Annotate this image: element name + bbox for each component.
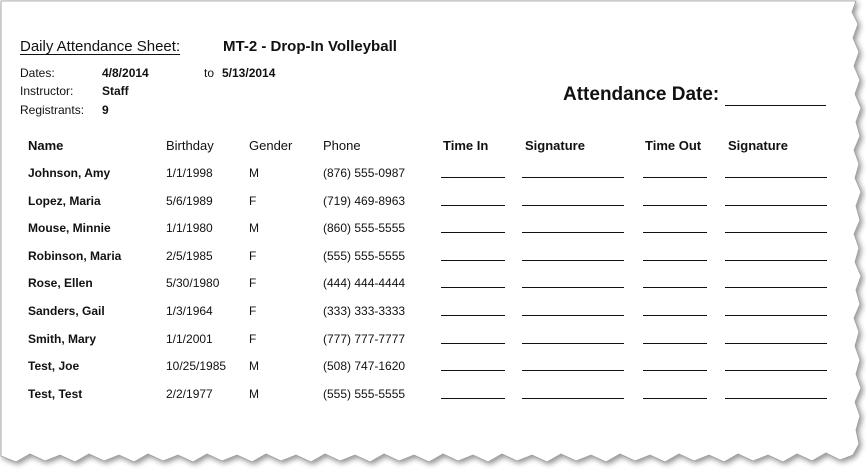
time-out-line <box>643 315 707 316</box>
member-phone: (555) 555-5555 <box>323 248 406 263</box>
member-gender: M <box>249 166 259 180</box>
member-birthday: 2/2/1977 <box>166 386 213 401</box>
col-time-out: Time Out <box>645 138 702 153</box>
member-gender: F <box>249 304 257 318</box>
member-name: Mouse, Minnie <box>28 221 111 236</box>
col-time-in: Time In <box>443 138 489 153</box>
table-row <box>0 249 866 271</box>
col-signature-out: Signature <box>728 138 788 153</box>
member-gender: M <box>249 386 259 401</box>
signature-in-line <box>522 205 624 206</box>
signature-out-line <box>725 260 827 261</box>
attendance-date-line <box>725 105 826 106</box>
signature-out-line <box>725 343 827 344</box>
member-phone: (555) 555-5555 <box>323 386 406 401</box>
table-row <box>0 387 866 409</box>
time-out-line <box>643 260 707 261</box>
signature-out-line <box>725 398 827 399</box>
dates-label: Dates: <box>20 66 55 80</box>
signature-in-line <box>522 260 624 261</box>
time-in-line <box>441 315 505 316</box>
time-out-line <box>643 398 707 399</box>
table-row <box>0 194 866 216</box>
signature-out-line <box>725 177 827 178</box>
col-phone: Phone <box>323 138 361 153</box>
end-date: 5/13/2014 <box>222 66 276 80</box>
time-in-line <box>441 232 505 233</box>
member-gender: M <box>249 221 259 236</box>
col-signature-in: Signature <box>525 138 585 153</box>
time-out-line <box>643 205 707 206</box>
time-in-line <box>441 343 505 344</box>
start-date: 4/8/2014 <box>102 66 149 80</box>
member-birthday: 1/1/2001 <box>166 331 213 346</box>
time-in-line <box>441 287 505 288</box>
member-phone: (444) 444-4444 <box>323 276 406 291</box>
signature-out-line <box>725 315 827 316</box>
time-in-line <box>441 260 505 261</box>
member-name: Smith, Mary <box>28 331 97 346</box>
table-row <box>0 276 866 298</box>
time-out-line <box>643 370 707 371</box>
time-out-line <box>643 177 707 178</box>
sheet-label: Daily Attendance Sheet: <box>20 38 181 55</box>
signature-out-line <box>725 287 827 288</box>
attendance-date-label: Attendance Date: <box>563 84 720 105</box>
time-out-line <box>643 232 707 233</box>
member-birthday: 1/1/1998 <box>166 166 213 180</box>
member-phone: (333) 333-3333 <box>323 304 406 318</box>
instructor-label: Instructor: <box>20 84 74 98</box>
course-title: MT-2 - Drop-In Volleyball <box>223 38 397 55</box>
member-phone: (508) 747-1620 <box>323 359 406 374</box>
signature-in-line <box>522 287 624 288</box>
registrants-label: Registrants: <box>20 103 85 117</box>
table-row <box>0 221 866 243</box>
signature-out-line <box>725 232 827 233</box>
table-row <box>0 332 866 354</box>
member-birthday: 2/5/1985 <box>166 248 213 263</box>
table-row <box>0 166 866 188</box>
member-name: Rose, Ellen <box>28 276 93 291</box>
col-birthday: Birthday <box>166 138 214 153</box>
member-name: Sanders, Gail <box>28 304 105 318</box>
member-birthday: 5/6/1989 <box>166 193 213 208</box>
time-in-line <box>441 370 505 371</box>
signature-in-line <box>522 315 624 316</box>
to-label: to <box>204 66 215 80</box>
member-birthday: 1/1/1980 <box>166 221 213 236</box>
signature-out-line <box>725 370 827 371</box>
member-phone: (719) 469-8963 <box>323 193 406 208</box>
member-name: Lopez, Maria <box>28 193 101 208</box>
member-birthday: 10/25/1985 <box>166 359 227 374</box>
member-phone: (860) 555-5555 <box>323 221 406 236</box>
member-name: Test, Joe <box>28 359 80 374</box>
col-name: Name <box>28 138 64 153</box>
member-gender: F <box>249 276 257 291</box>
registrants-count: 9 <box>102 103 109 117</box>
member-gender: F <box>249 193 257 208</box>
signature-in-line <box>522 232 624 233</box>
time-in-line <box>441 398 505 399</box>
signature-in-line <box>522 370 624 371</box>
member-birthday: 5/30/1980 <box>166 276 220 291</box>
member-gender: F <box>249 331 257 346</box>
time-in-line <box>441 205 505 206</box>
signature-in-line <box>522 343 624 344</box>
member-gender: F <box>249 248 257 263</box>
table-row <box>0 359 866 381</box>
member-name: Robinson, Maria <box>28 248 122 263</box>
table-row <box>0 304 866 326</box>
col-gender: Gender <box>249 138 293 153</box>
instructor-value: Staff <box>102 84 129 98</box>
time-in-line <box>441 177 505 178</box>
signature-in-line <box>522 177 624 178</box>
member-name: Test, Test <box>28 386 83 401</box>
member-name: Johnson, Amy <box>28 166 111 180</box>
time-out-line <box>643 343 707 344</box>
member-birthday: 1/3/1964 <box>166 304 213 318</box>
time-out-line <box>643 287 707 288</box>
member-phone: (777) 777-7777 <box>323 331 406 346</box>
member-gender: M <box>249 359 259 374</box>
signature-in-line <box>522 398 624 399</box>
member-phone: (876) 555-0987 <box>323 166 406 180</box>
signature-out-line <box>725 205 827 206</box>
